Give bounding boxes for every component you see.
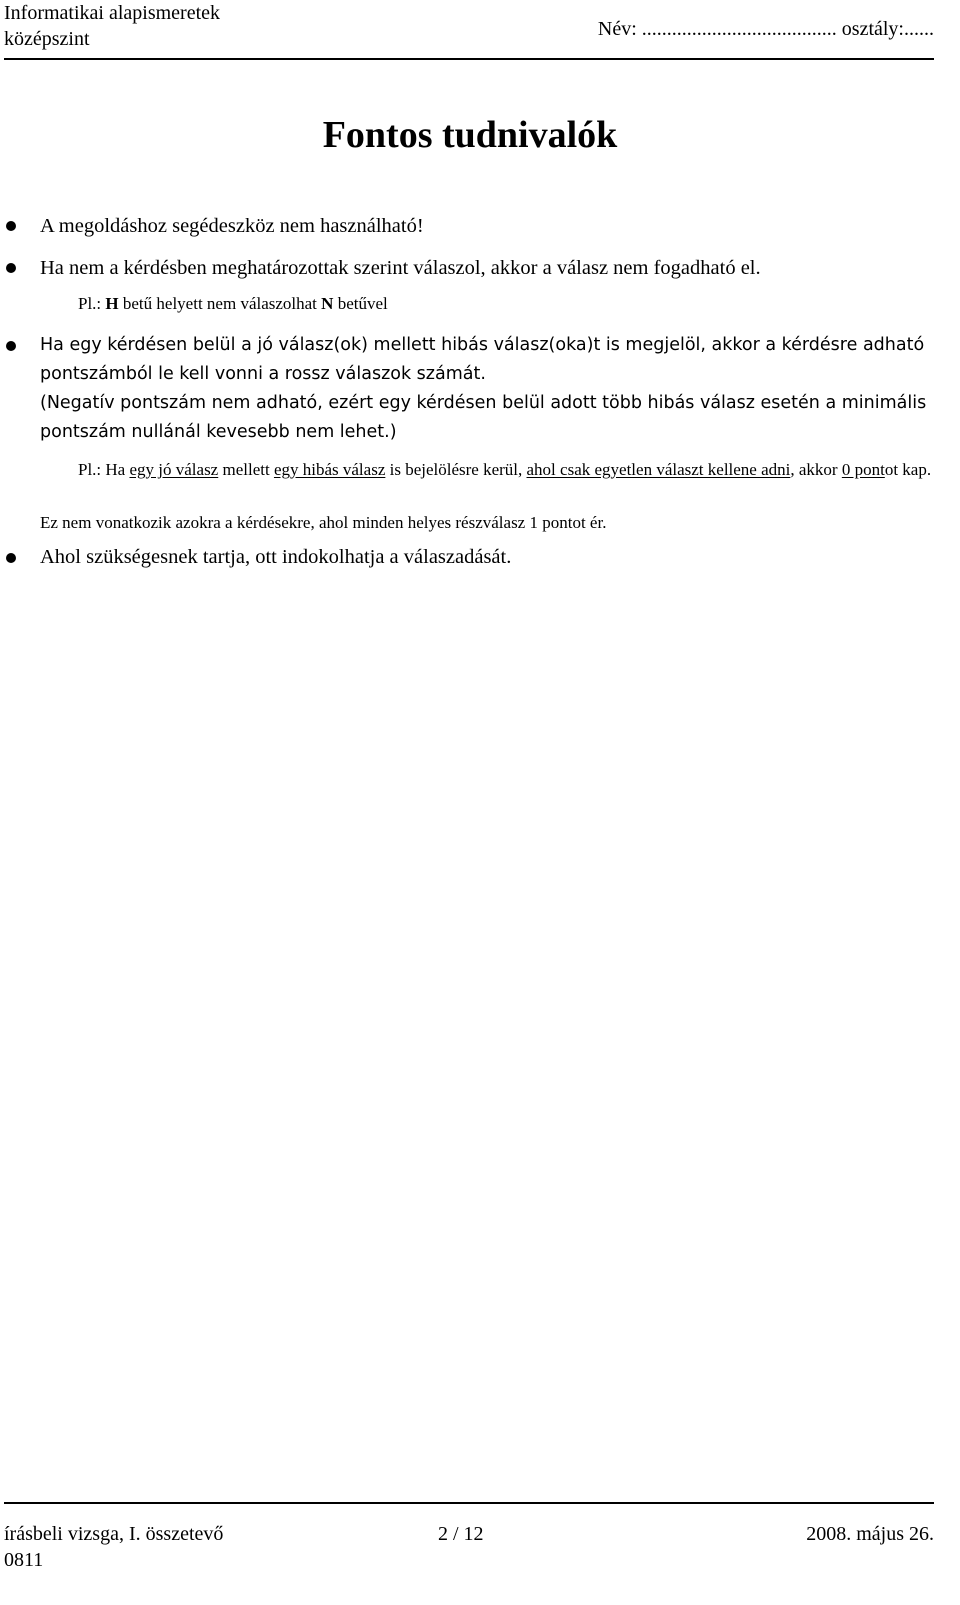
footer-date: 2008. május 26. xyxy=(806,1523,934,1545)
rule-answer-format: Ha nem a kérdésben meghatározottak szerint válaszol, akkor a válasz nem fogadható el. xyxy=(40,257,761,279)
footer-rule xyxy=(4,1502,934,1504)
footer-code: 0811 xyxy=(4,1549,44,1571)
rule-no-tools: A megoldáshoz segédeszköz nem használható! xyxy=(40,215,424,237)
example-letters: Pl.: H betű helyett nem válaszolhat N betűvel xyxy=(78,294,388,313)
bullet-dot xyxy=(6,553,16,563)
footer-page-number: 2 / 12 xyxy=(438,1523,484,1545)
bullet-dot xyxy=(6,221,16,231)
header-rule xyxy=(4,58,934,60)
header-name-field: Név: ....................................... osztály:...... xyxy=(597,18,934,40)
rule-wrong-answers-text: Ha egy kérdésen belül a jó válasz(ok) mellett hibás válasz(oka)t is megjelöl, akkor a kérdésre adható pontszámból le kell vonni a rossz válaszok számát. xyxy=(40,335,925,384)
rule-negative-score: (Negatív pontszám nem adható, ezért egy kérdésen belül adott több hibás válasz esetén a minimális pontszám nullánál kevesebb nem lehet.) xyxy=(40,393,927,442)
header-subject: Informatikai alapismeretek xyxy=(4,2,221,24)
page-title: Fontos tudnivalók xyxy=(322,114,618,156)
bullet-dot xyxy=(6,341,16,351)
scoring-note: Ez nem vonatkozik azokra a kérdésekre, ahol minden helyes részválasz 1 pontot ér. xyxy=(40,513,607,532)
header-subject-block xyxy=(4,0,220,52)
header-level: középszint xyxy=(4,28,90,50)
bullet-dot xyxy=(6,263,16,273)
footer-exam: írásbeli vizsga, I. összetevő xyxy=(4,1523,224,1545)
rule-justify-answer: Ahol szükségesnek tartja, ott indokolhatja a válaszadását. xyxy=(40,546,512,568)
example-scoring: Pl.: Ha egy jó válasz mellett egy hibás válasz is bejelölésre kerül, ahol csak egyetlen választ kellene adni, akkor 0 pontot kap. xyxy=(78,460,932,479)
rule-wrong-answers xyxy=(40,331,936,447)
